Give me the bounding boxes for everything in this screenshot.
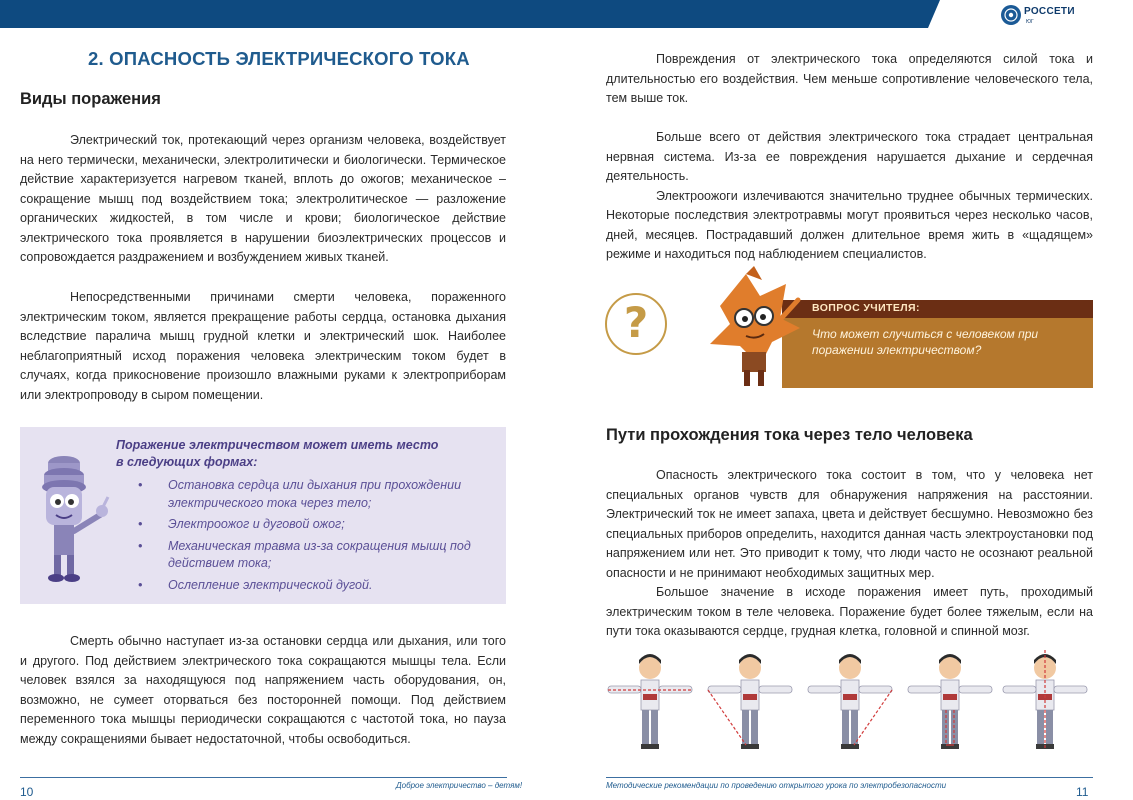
list-item: • Механическая травма из-за сокращения мышц под действием тока;	[138, 538, 502, 573]
right-paragraph-2: Больше всего от действия электрического тока страдает центральная нервная система. Из-за ее повреждения нарушается дыхание и сердечная деятельность.	[606, 130, 1093, 183]
chapter-title: 2. ОПАСНОСТЬ ЭЛЕКТРИЧЕСКОГО ТОКА	[88, 48, 470, 69]
right-paragraph-3: Электроожоги излечиваются значительно труднее обычных термических. Некоторые последствия электротравмы могут проявиться через несколько часов, дней, месяцев. Пострадавший должен длительное время жить в «щадящем» режиме и находиться под наблюдением специалистов.	[606, 188, 1093, 261]
left-paragraph-3: Смерть обычно наступает из-за остановки сердца или дыхания, или того и другого. Под действием электрического тока сокращаются мышцы тела. Если человек взялся за находящуюся под напряжением часть оборудования, он, возможно, не сумеет оторваться без посторонней помощи. Под действием переменного тока мышцы периодически сокращаются с частотой тока, но пауза между сокращениями бывает недостаточной, чтобы освободиться.	[20, 634, 506, 746]
section-title-paths: Пути прохождения тока через тело человека	[606, 426, 973, 444]
logo-sub: ЮГ	[1026, 19, 1034, 25]
footer-divider-right	[606, 777, 1093, 778]
forms-of-injury-box	[20, 427, 506, 604]
rosseti-emblem-icon	[1000, 4, 1022, 26]
right-paragraph-4: Опасность электрического тока состоит в том, что у человека нет специальных органов чувств для обнаружения напряжения на расстоянии. Электрический ток не имеет запаха, цвета и действует бесшумно. Невозможно без специальных приборов определить, находится данная часть электроустановки под напряжением или нет. Это приводит к тому, что люди часто не осознают реальной опасности и не принимают необходимых защитных мер.	[606, 468, 1093, 580]
teacher-question-text: Что может случиться с человеком при поражении электричеством?	[812, 327, 1039, 357]
current-path-illustrations	[605, 650, 1095, 760]
human-figure-icon	[608, 654, 692, 749]
footer-text-left: Доброе электричество – детям!	[396, 781, 523, 790]
list-item: • Остановка сердца или дыхания при прохождении электрического тока через тело;	[138, 477, 502, 512]
question-mark: ?	[623, 298, 649, 347]
logo-name: РОССЕТИ	[1024, 6, 1075, 17]
teacher-question-title: ВОПРОС УЧИТЕЛЯ:	[812, 302, 920, 314]
page-number-right: 11	[1076, 785, 1089, 799]
right-paragraph-1: Повреждения от электрического тока определяются силой тока и длительностью его воздействия. Чем меньше сопротивление человеческого тела, тем выше ток.	[606, 52, 1093, 105]
list-item: • Электроожог и дуговой ожог;	[138, 516, 502, 534]
footer-text-right: Методические рекомендации по проведению открытого урока по электробезопасности	[606, 781, 947, 790]
footer-divider-left	[20, 777, 507, 778]
section-title-types: Виды поражения	[20, 90, 161, 108]
right-paragraph-5: Большое значение в исходе поражения имеет путь, проходимый электрическим током в теле человека. Поражение будет более тяжелым, если на пути тока оказываются сердце, грудная клетка, головной и спинной мозг.	[606, 585, 1093, 638]
cartoon-teacher-icon	[700, 266, 808, 390]
list-item: • Ослепление электрической дугой.	[138, 577, 502, 595]
left-paragraph-1: Электрический ток, протекающий через организм человека, воздействует на него термически, механически, электролитически и биологически. Термическое действие характеризуется нагревом тканей, вплоть до ожогов; механическое – сокращение мышц под воздействием тока; электролитическое — разложение органических жидкостей, в том числе и крови; биологическое действие электрического тока проявляется в нарушении биоэлектрических процессов и сопровождается раздражением и возбуждением живых тканей.	[20, 133, 506, 264]
forms-list	[138, 477, 502, 598]
cartoon-mascot-icon	[34, 453, 120, 583]
box-heading: Поражение электричеством может иметь место в следующих формах:	[116, 438, 439, 469]
header-bar	[0, 0, 1133, 28]
left-paragraph-2: Непосредственными причинами смерти человека, пораженного электрическим током, является прекращение работы сердца, остановка дыхания вследствие паралича мышц грудной клетки и электрический шок. Наиболее неблагоприятный исход поражения человека электрическим током будет в случаях, когда прикосновение произошло влажными руками к электроприборам или электропроводу в сыром помещении.	[20, 290, 506, 402]
rosseti-logo	[1000, 4, 1090, 30]
page-number-left: 10	[20, 785, 34, 799]
question-icon	[605, 293, 667, 355]
